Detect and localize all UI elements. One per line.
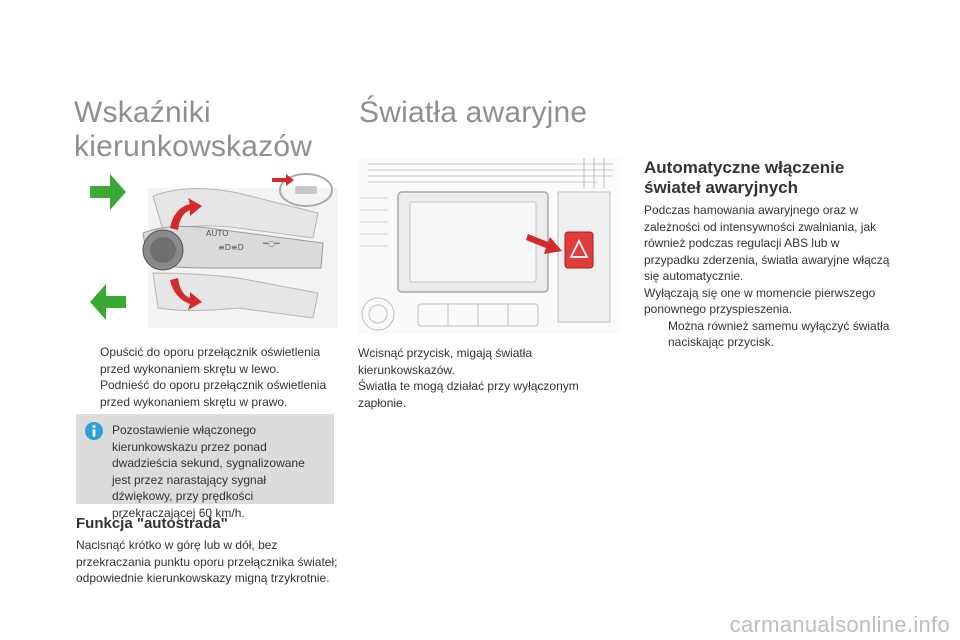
right-bullet-text: Można również samemu wyłączyć światła naciskając przycisk.: [668, 318, 890, 349]
left-bullet-item: [76, 377, 338, 410]
left-bullet-list: [76, 344, 338, 410]
middle-title: Światła awaryjne: [359, 96, 588, 129]
left-title-line2: kierunkowskazów: [74, 130, 313, 163]
middle-text-line1: Wcisnąć przycisk, migają światła kierunkowskazów.: [358, 346, 533, 377]
green-arrow-right-icon: [90, 174, 126, 210]
svg-text:≡D≡D: ≡D≡D: [218, 243, 244, 252]
autostrada-heading: Funkcja "autostrada": [76, 515, 228, 532]
dashboard-illustration-svg: [358, 158, 620, 334]
left-title: [74, 96, 344, 164]
middle-text-line2: Światła te mogą działać przy wyłączonym zapłonie.: [358, 379, 579, 410]
left-bullet-item: [76, 344, 338, 377]
middle-text: [358, 345, 598, 411]
right-heading: Automatyczne włączenie świateł awaryjnych: [644, 158, 845, 197]
stalk-illustration-svg: [88, 168, 338, 328]
right-paragraph1: Podczas hamowania awaryjnego oraz w zależności od intensywności zwalniania, jak również podczas regulacji ABS lub w przypadku zderzenia, światła awaryjne włączą się automatycznie.: [644, 203, 890, 283]
left-title-line1: Wskaźniki: [74, 96, 211, 129]
autostrada-text: Nacisnąć krótko w górę lub w dół, bez przekraczania punktu oporu przełącznika świateł; odpowiednie kierunkowskazy migną trzykrotnie.: [76, 538, 338, 585]
info-icon: [85, 422, 103, 440]
right-body: [644, 202, 894, 351]
green-arrow-left-icon: [90, 284, 126, 320]
info-box: [76, 414, 334, 520]
dashboard-illustration: [358, 158, 620, 334]
stalk-illustration: [88, 168, 338, 328]
left-bullet-text: Podnieść do oporu przełącznik oświetlenia przed wykonaniem skrętu w prawo.: [100, 378, 327, 409]
watermark: carmanualsonline.info: [729, 612, 950, 637]
svg-text:AUTO: AUTO: [206, 229, 229, 238]
right-bullet-item: [644, 318, 894, 351]
info-text: Pozostawienie włączonego kierunkowskazu przez ponad dwadzieścia sekund, sygnalizowane jest przez narastający sygnał dźwiękowy, przy prędkości przekraczającej 60 km/h.: [112, 423, 305, 520]
right-bullet-list: [644, 318, 894, 351]
hazard-button[interactable]: [565, 232, 593, 268]
right-paragraph2: Wyłączają się one w momencie pierwszego ponownego przyspieszenia.: [644, 285, 876, 316]
svg-text:━○━: ━○━: [263, 239, 280, 248]
left-bullet-text: Opuścić do oporu przełącznik oświetlenia przed wykonaniem skrętu w lewo.: [100, 345, 321, 376]
